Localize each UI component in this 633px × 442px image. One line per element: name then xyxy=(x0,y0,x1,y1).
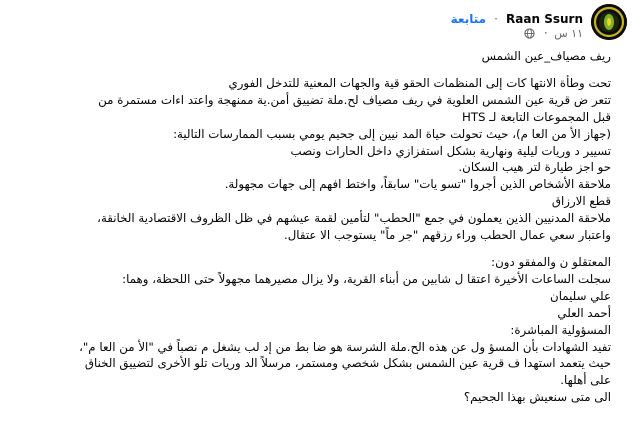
text-line: الى متى سنعيش بهذا الجحيم؟ xyxy=(463,390,611,405)
text-line: تسيير د وريات ليلية ونهارية بشكل استفزازي داخل الحارات ونصب xyxy=(290,143,611,158)
text-line: أحمد العلي xyxy=(557,305,611,320)
post-meta xyxy=(524,26,583,40)
text-line: تحت وطأة الانتها كات إلى المنظمات الحقو قية والجهات المعنية للتدخل الفوري xyxy=(228,75,611,90)
text-line: سجلت الساعات الأخيرة اعتقا ل شابين من أبناء القرية، ولا يزال مصيرهما مجهولاً حتى اللحظة، وهما: xyxy=(122,271,611,286)
text-line: ريف مصياف_عين الشمس xyxy=(481,49,611,63)
avatar-image xyxy=(591,4,627,40)
post-body xyxy=(4,48,611,406)
follow-button[interactable]: متابعة xyxy=(450,12,487,26)
author-avatar[interactable] xyxy=(591,4,627,40)
post-header xyxy=(2,4,631,42)
paragraph-gap xyxy=(4,244,611,254)
post-timestamp[interactable]: ١١ س xyxy=(554,27,583,40)
text-line: ملاحقة الأشخاص الذين أجروا "تسو يات" سابقاً، واختط افهم إلى جهات مجهولة. xyxy=(224,177,611,192)
text-line: قطع الارزاق xyxy=(551,194,611,209)
text-line: (جهاز الأ من العا م)، حيث تحولت حياة المد نيين إلى جحيم يومي بسبب الممارسات التالية: xyxy=(173,126,611,141)
text-line: ملاحقة المدنيين الذين يعملون في جمع "الحطب" لتأمين لقمة عيشهم في ظل الظروف الاقتصادية الخانقة، xyxy=(97,211,611,226)
text-line: المسؤولية المباشرة: xyxy=(510,322,611,337)
text-line: علي سليمان xyxy=(550,288,611,303)
author-line xyxy=(451,8,583,26)
globe-icon xyxy=(524,28,535,42)
text-line: المعتقلو ن والمفقو دون: xyxy=(491,254,611,269)
text-line: قبل المجموعات التابعة لـ HTS xyxy=(461,109,611,124)
text-line: واعتبار سعي عمال الحطب وراء رزقهم "جر ماً" يستوجب الا عتقال. xyxy=(283,228,611,243)
separator-dot: · xyxy=(543,26,548,40)
text-line: حو اجز طيارة لتر هيب السكان. xyxy=(458,160,611,175)
separator-dot: · xyxy=(494,12,498,26)
text-line: حيث يتعمد استهدا ف قرية عين الشمس بشكل شخصي ومستمر، مرسلاً الد وريات تلو الأخرى لتضييق الخناق xyxy=(84,356,611,371)
text-line: على أهلها. xyxy=(560,373,611,388)
text-line: تفيد الشهادات بأن المسؤ ول عن هذه الح.ملة الشرسة هو ضا بط من إد لب يشغل م نصباً في "الأ من العا م"، xyxy=(79,339,611,354)
text-line: تتعر ض قرية عين الشمس العلوية في ريف مصياف لح.ملة تضييق أمن.ية ممنهجة واعتد اءات مستمرة من xyxy=(98,92,611,107)
author-name[interactable]: Raan Ssurn xyxy=(506,12,583,26)
paragraph-gap xyxy=(4,65,611,75)
